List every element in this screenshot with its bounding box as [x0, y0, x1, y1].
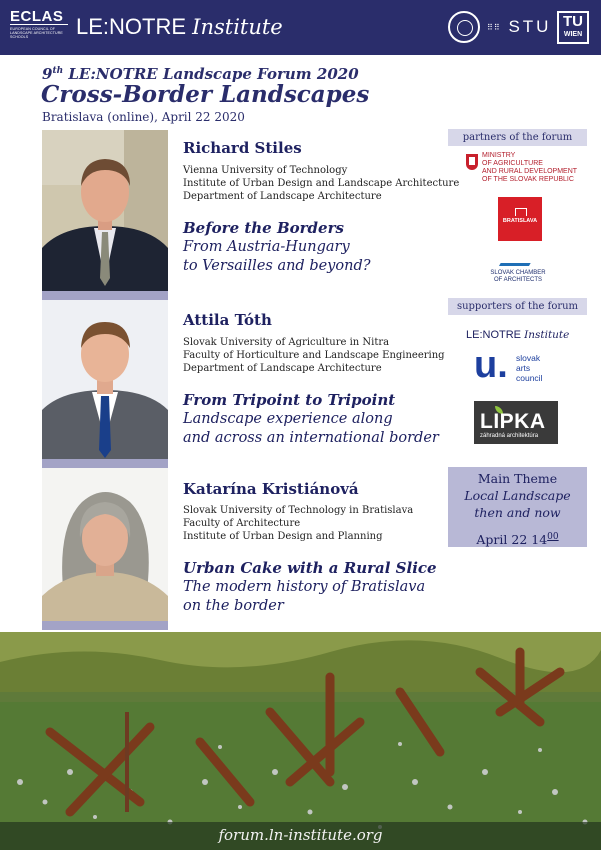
- arts-council-logo: u. slovak arts council: [474, 344, 543, 386]
- speaker-photo-kristianova: [42, 468, 168, 630]
- speaker-affiliation: Vienna University of Technology Institute of Urban Design and Landscape Architecture Department of Landscape Architecture: [183, 165, 460, 202]
- talk-subtitle: From Austria-Hungary to Versailles and beyond?: [183, 239, 371, 274]
- stu-logo: ⠿⠿ STU: [487, 17, 552, 36]
- forum-edition: 9th LE:NOTRE Landscape Forum 2020: [42, 65, 359, 83]
- chamber-mark-icon: [499, 252, 537, 266]
- slovak-shield-icon: [466, 154, 478, 170]
- lipka-logo: LIPKA záhradná architektúra: [474, 401, 558, 444]
- supporters-label: supporters of the forum: [448, 298, 587, 315]
- partners-label: partners of the forum: [448, 129, 587, 146]
- talk-subtitle: The modern history of Bratislava on the border: [183, 579, 426, 614]
- footer-url-link[interactable]: forum.ln-institute.org: [0, 822, 601, 850]
- location-date: Bratislava (online), April 22 2020: [42, 110, 245, 124]
- speaker-photo-toth: [42, 300, 168, 468]
- speaker-affiliation: Slovak University of Agriculture in Nitra Faculty of Horticulture and Landscape Engineering Department of Landscape Architecture: [183, 337, 445, 374]
- ministry-logo: MINISTRY OF AGRICULTURE AND RURAL DEVELOPMENT OF THE SLOVAK REPUBLIC: [466, 152, 586, 184]
- talk-title: Urban Cake with a Rural Slice: [183, 559, 437, 577]
- lenotre-logo: LE:NOTRE Institute: [466, 329, 570, 341]
- landscape-photo: [0, 632, 601, 850]
- tu-wien-logo: TU WIEN: [557, 11, 589, 44]
- main-theme-box: Main Theme Local Landscape then and now April 22 $14^{00}$: [448, 467, 587, 547]
- eclas-logo: ECLAS EUROPEAN COUNCIL OF LANDSCAPE ARCHITECTURE SCHOOLS: [10, 9, 68, 39]
- speaker-name: Katarína Kristiánová: [183, 480, 359, 498]
- speaker-name: Attila Tóth: [183, 311, 272, 329]
- speaker-photo-stiles: [42, 130, 168, 300]
- talk-subtitle: Landscape experience along and across an international border: [183, 411, 439, 446]
- page-title: Cross-Border Landscapes: [41, 81, 370, 108]
- speaker-affiliation: Slovak University of Technology in Bratislava Faculty of Architecture Institute of Urban Design and Planning: [183, 505, 414, 542]
- bratislava-logo: BRATISLAVA: [498, 197, 542, 241]
- chamber-of-architects-logo: SLOVAK CHAMBER OF ARCHITECTS: [478, 252, 558, 284]
- talk-title: Before the Borders: [183, 219, 344, 237]
- university-seal-icon: [448, 11, 480, 43]
- header-bar: [0, 0, 601, 55]
- talk-title: From Tripoint to Tripoint: [183, 391, 396, 409]
- speaker-name: Richard Stiles: [183, 139, 302, 157]
- institute-title: LE:NOTRE Institute: [76, 14, 283, 39]
